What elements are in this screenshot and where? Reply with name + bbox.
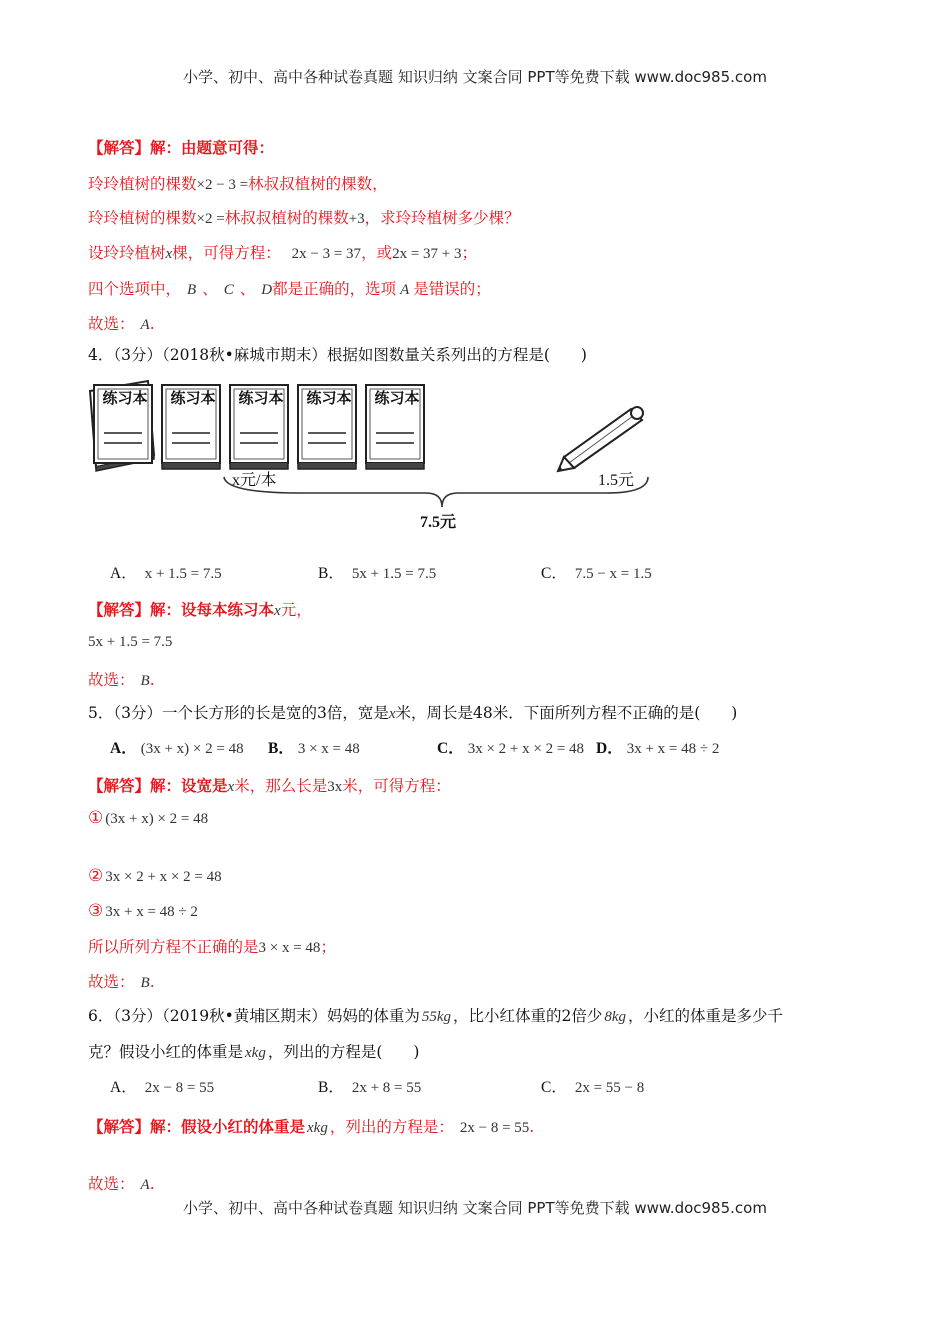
q5-equation-1: ① (3x + x) × 2 = 48 [88, 808, 209, 828]
q5-option-a: A． (3x + x) × 2 = 48 [110, 740, 244, 757]
answer-q6: 故选： A. [88, 1175, 155, 1193]
q5-option-c: C． 3x × 2 + x × 2 = 48 [437, 740, 585, 757]
q4-option-b: B． 5x + 1.5 = 7.5 [318, 565, 437, 582]
answer-q3: 故选： A. [88, 315, 155, 333]
notebook-label-3: 练习本 [238, 389, 284, 407]
notebook-label-1: 练习本 [102, 389, 148, 407]
q6-option-c: C． 2x = 55 − 8 [541, 1079, 645, 1096]
question-4-stem: 4．（3分）（2018秋•麻城市期末）根据如图数量关系列出的方程是( ) [88, 346, 587, 364]
q6-solution: 【解答】解：假设小红的体重是 xkg ，列出的方程是： 2x − 8 = 55. [88, 1117, 535, 1136]
q4-solution-eq: 5x + 1.5 = 7.5 [88, 634, 173, 650]
page-footer: 小学、初中、高中各种试卷真题 知识归纳 文案合同 PPT等免费下载 www.doc985.com [183, 1199, 767, 1217]
q4-solution: 【解答】解：设每本练习本x元， [88, 600, 312, 619]
q5-equation-2: ② 3x × 2 + x × 2 = 48 [88, 866, 222, 886]
q6-option-b: B． 2x + 8 = 55 [318, 1079, 422, 1096]
q5-conclusion: 所以所列方程不正确的是3 × x = 48； [88, 938, 336, 956]
answer-q5: 故选： B. [88, 973, 155, 991]
q5-solution: 【解答】解：设宽是x米，那么长是3x米，可得方程： [88, 776, 451, 795]
answer-q4: 故选： B. [88, 671, 155, 689]
notebook-label-2: 练习本 [170, 389, 216, 407]
question-6-stem-line-2: 克？假设小红的体重是 xkg ，列出的方程是( ) [88, 1043, 420, 1061]
solution-title: 【解答】解：由题意可得： [88, 138, 275, 157]
q5-option-b: B． 3 × x = 48 [268, 740, 360, 757]
q5-equation-3: ③ 3x + x = 48 ÷ 2 [88, 901, 198, 921]
solution-line-2: 玲玲植树的棵数×2 =林叔叔植树的棵数+3，求玲玲植树多少棵？ [88, 209, 520, 227]
pencil-icon [558, 407, 643, 471]
solution-line-4: 四个选项中， B 、 C 、 D都是正确的，选项 A 是错误的； [88, 280, 491, 298]
notebook-label-5: 练习本 [374, 389, 420, 407]
q6-option-a: A． 2x − 8 = 55 [110, 1079, 215, 1096]
solution-line-3: 设玲玲植树x棵，可得方程： 2x − 3 = 37，或2x = 37 + 3； [88, 244, 478, 262]
solution-line-1: 玲玲植树的棵数×2 − 3 =林叔叔植树的棵数， [88, 175, 388, 193]
q4-option-c: C． 7.5 − x = 1.5 [541, 565, 652, 582]
brace [224, 477, 648, 507]
notebook-label-4: 练习本 [306, 389, 352, 407]
total-price-label: 7.5元 [420, 514, 457, 531]
unit-price-label: x元/本 [232, 472, 277, 489]
question-6-stem-line-1: 6．（3分）（2019秋•黄埔区期末）妈妈的体重为 55kg ，比小红体重的2倍少 8kg ，小红的体重是多少千 [88, 1007, 784, 1025]
q4-option-a: A． x + 1.5 = 7.5 [110, 565, 222, 582]
q5-option-d: D． 3x + x = 48 ÷ 2 [596, 740, 720, 757]
page-header: 小学、初中、高中各种试卷真题 知识归纳 文案合同 PPT等免费下载 www.doc985.com [183, 68, 767, 86]
question-5-stem: 5．（3分）一个长方形的长是宽的3倍，宽是x米，周长是48米．下面所列方程不正确的是( ) [88, 704, 738, 722]
pencil-price-label: 1.5元 [598, 472, 635, 489]
